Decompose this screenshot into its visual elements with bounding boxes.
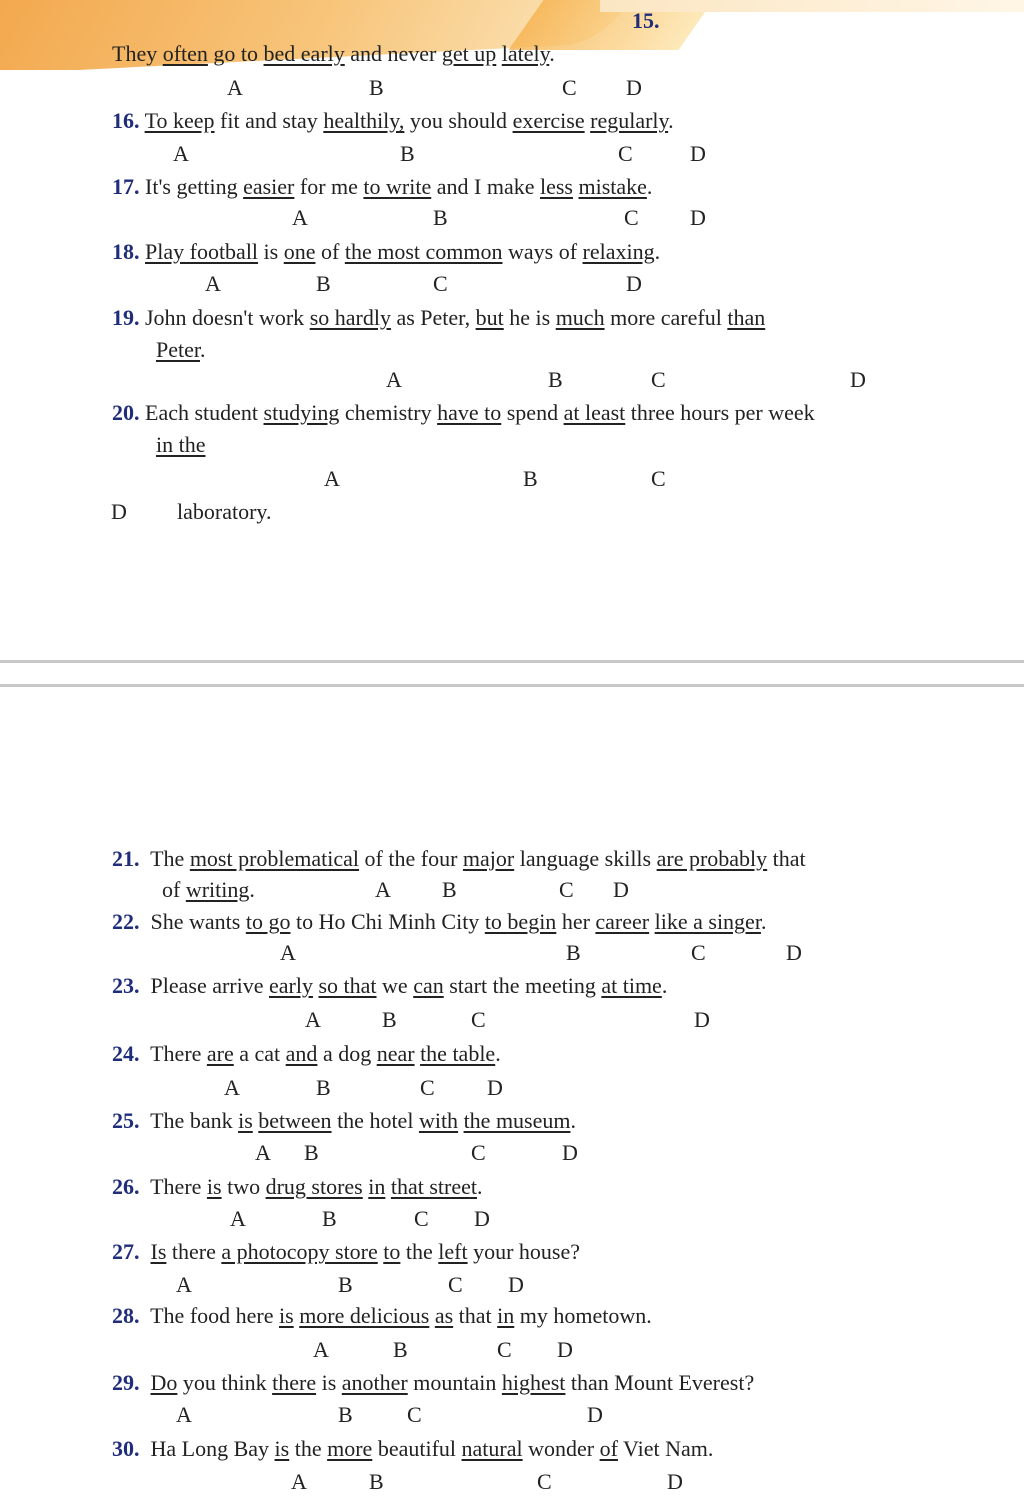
- option-c-label: C: [691, 940, 706, 965]
- option-d-label: D: [587, 1402, 603, 1427]
- option-b-label: B: [548, 367, 563, 392]
- question-number: 15.: [632, 8, 660, 33]
- option-b-label: B: [316, 1075, 331, 1100]
- question-28: 28. The food here is more delicious as that in my hometown.: [112, 1303, 652, 1328]
- option-b-label: B: [393, 1337, 408, 1362]
- option-a-label: A: [305, 1007, 321, 1032]
- option-d-label: D: [111, 499, 127, 524]
- option-a-label: A: [292, 205, 308, 230]
- option-b-label: B: [369, 75, 384, 100]
- option-d-label: D: [613, 877, 629, 902]
- option-a-label: A: [291, 1469, 307, 1494]
- option-b-label: B: [523, 466, 538, 491]
- question-18: 18. Play football is one of the most common ways of relaxing.: [112, 239, 661, 264]
- option-d-label: D: [474, 1206, 490, 1231]
- question-24: 24. There are a cat and a dog near the table.: [112, 1041, 501, 1066]
- option-a-label: A: [313, 1337, 329, 1362]
- option-c-label: C: [407, 1402, 422, 1427]
- page-divider: [0, 684, 1024, 687]
- option-a-label: A: [230, 1206, 246, 1231]
- option-c-label: C: [448, 1272, 463, 1297]
- option-c-label: C: [433, 271, 448, 296]
- question-19: 19. John doesn't work so hardly as Peter, but he is much more careful than: [112, 305, 766, 330]
- question-20: 20. Each student studying chemistry have to spend at least three hours per week: [112, 400, 815, 425]
- option-a-label: A: [255, 1140, 271, 1165]
- option-d-label: D: [557, 1337, 573, 1362]
- option-c-label: C: [651, 466, 666, 491]
- question-21: 21. The most problematical of the four major language skills are probably that: [112, 846, 806, 871]
- option-d-label: D: [562, 1140, 578, 1165]
- question-29: 29. Do you think there is another mountain highest than Mount Everest?: [112, 1370, 755, 1395]
- question-19-continued: Peter.: [156, 337, 206, 362]
- question-20-continued: in the: [156, 432, 206, 457]
- option-c-label: C: [414, 1206, 429, 1231]
- question-17: 17. It's getting easier for me to write and I make less mistake.: [112, 174, 653, 199]
- option-b-label: B: [316, 271, 331, 296]
- option-b-label: B: [369, 1469, 384, 1494]
- option-b-label: B: [442, 877, 457, 902]
- option-c-label: C: [497, 1337, 512, 1362]
- option-a-label: A: [227, 75, 243, 100]
- option-a-label: A: [224, 1075, 240, 1100]
- option-d-label: D: [667, 1469, 683, 1494]
- option-c-label: C: [471, 1007, 486, 1032]
- option-d-label: D: [850, 367, 866, 392]
- option-d-label: D: [690, 141, 706, 166]
- option-d-label: D: [626, 75, 642, 100]
- question-16: 16. To keep fit and stay healthily, you should exercise regularly.: [112, 108, 674, 133]
- question-23: 23. Please arrive early so that we can start the meeting at time.: [112, 973, 668, 998]
- question-25: 25. The bank is between the hotel with the museum.: [112, 1108, 576, 1133]
- banner-strip: [600, 0, 1024, 12]
- question-27: 27. Is there a photocopy store to the left your house?: [112, 1239, 581, 1264]
- question-30: 30. Ha Long Bay is the more beautiful natural wonder of Viet Nam.: [112, 1436, 714, 1461]
- question-21-continued: of writing.: [162, 877, 255, 902]
- option-b-label: B: [338, 1402, 353, 1427]
- option-c-label: C: [651, 367, 666, 392]
- option-a-label: A: [386, 367, 402, 392]
- option-d-label: D: [626, 271, 642, 296]
- option-d-label: D: [487, 1075, 503, 1100]
- question-22: 22. She wants to go to Ho Chi Minh City to begin her career like a singer.: [112, 909, 767, 934]
- option-b-label: B: [304, 1140, 319, 1165]
- question-26: 26. There is two drug stores in that street.: [112, 1174, 483, 1199]
- option-a-label: A: [375, 877, 391, 902]
- question-15: They often go to bed early and never get up lately.: [112, 41, 555, 66]
- option-b-label: B: [566, 940, 581, 965]
- option-c-label: C: [559, 877, 574, 902]
- option-a-label: A: [176, 1272, 192, 1297]
- option-c-label: C: [471, 1140, 486, 1165]
- page-divider: [0, 660, 1024, 663]
- option-c-label: C: [420, 1075, 435, 1100]
- option-a-label: A: [324, 466, 340, 491]
- option-a-label: A: [280, 940, 296, 965]
- option-a-label: A: [176, 1402, 192, 1427]
- option-b-label: B: [433, 205, 448, 230]
- option-b-label: B: [338, 1272, 353, 1297]
- option-b-label: B: [322, 1206, 337, 1231]
- option-c-label: C: [624, 205, 639, 230]
- option-d-label: D: [508, 1272, 524, 1297]
- option-d-label: D: [786, 940, 802, 965]
- option-c-label: C: [537, 1469, 552, 1494]
- option-d-label: D: [694, 1007, 710, 1032]
- option-b-label: B: [400, 141, 415, 166]
- option-c-label: C: [562, 75, 577, 100]
- question-20-end-text: laboratory.: [177, 499, 272, 524]
- option-c-label: C: [618, 141, 633, 166]
- option-a-label: A: [173, 141, 189, 166]
- option-a-label: A: [205, 271, 221, 296]
- option-d-label: D: [690, 205, 706, 230]
- option-b-label: B: [382, 1007, 397, 1032]
